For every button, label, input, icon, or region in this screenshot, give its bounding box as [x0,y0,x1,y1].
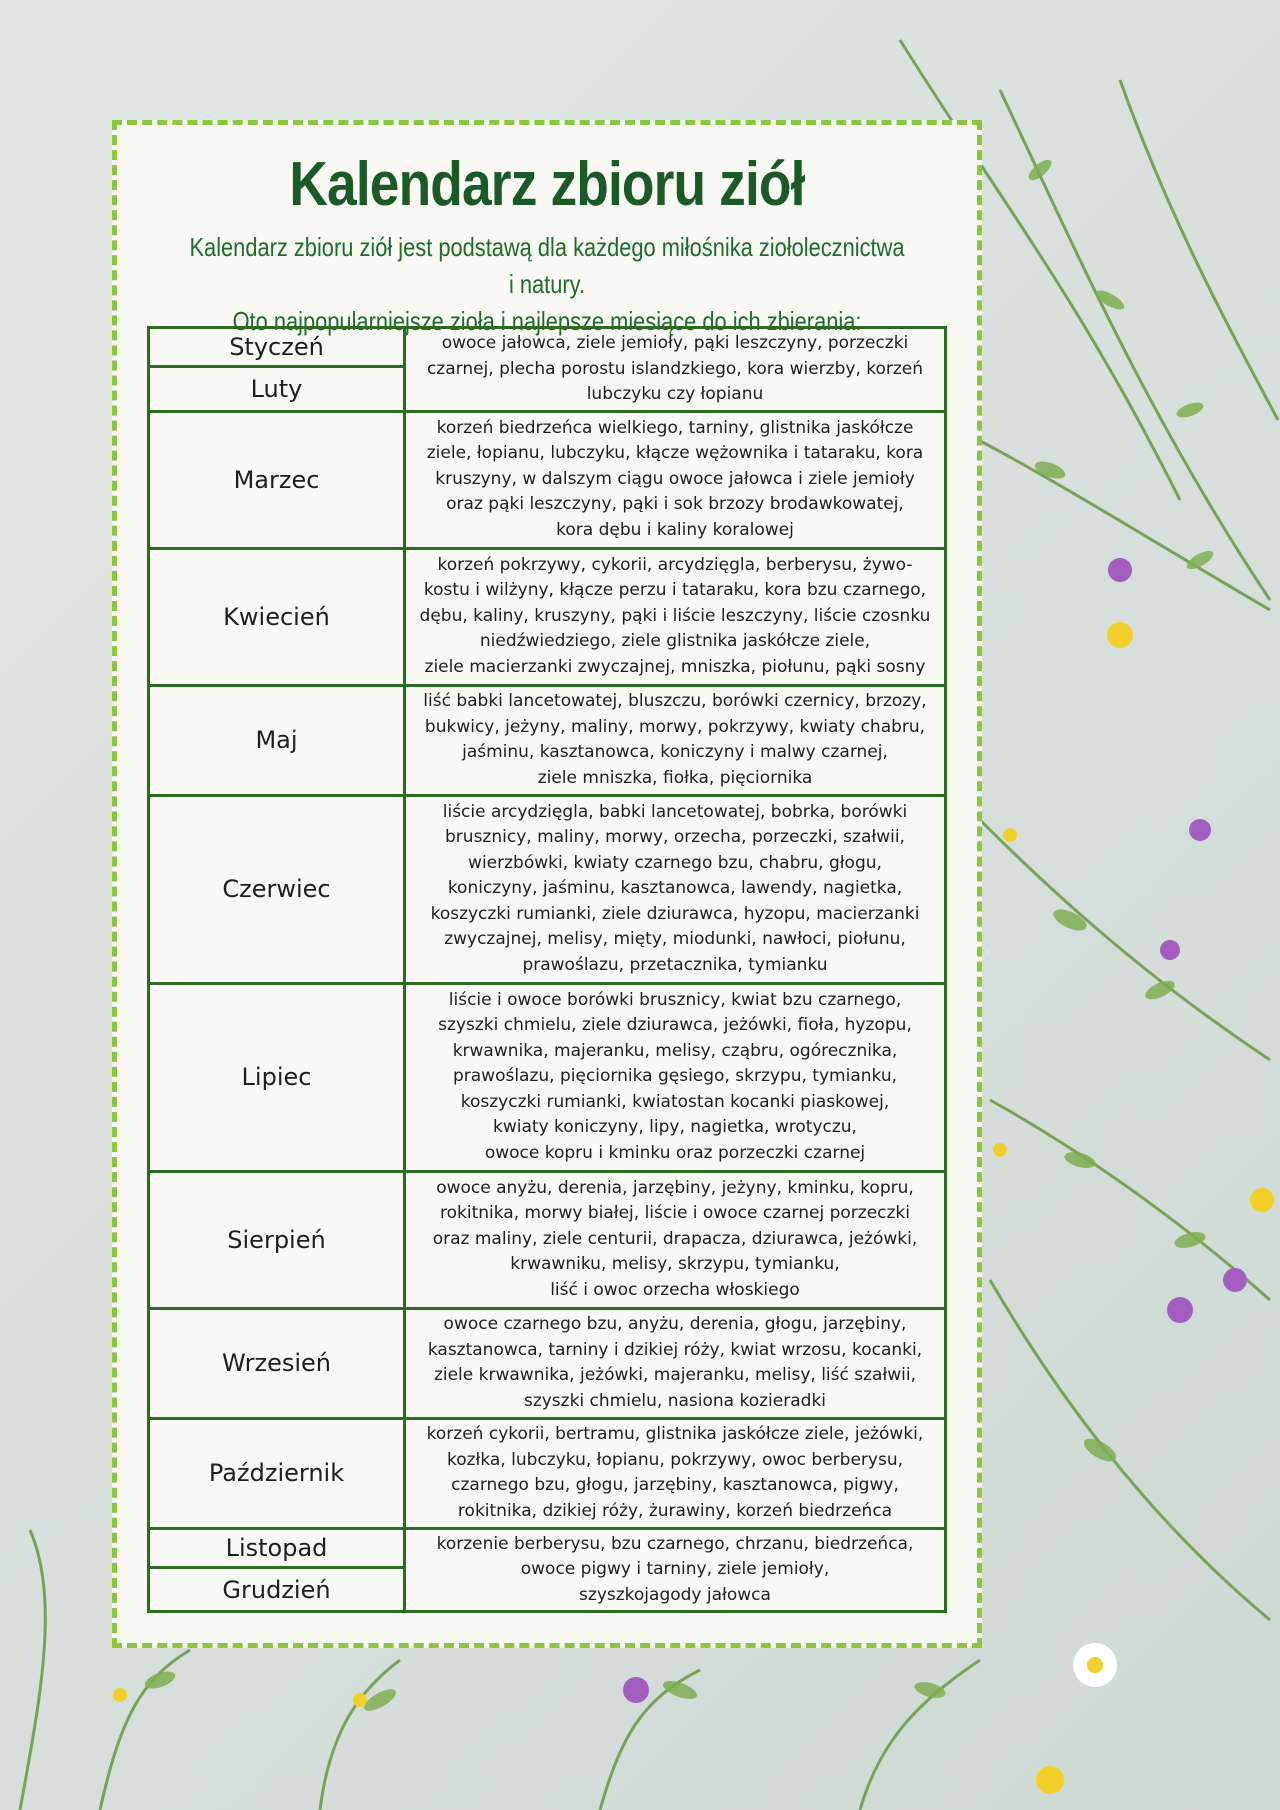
month-cell: Styczeń [149,328,405,367]
month-cell: Wrzesień [149,1308,405,1418]
table-row [149,328,946,367]
herbs-cell [405,328,946,412]
herb-line: kwiaty koniczyny, lipy, nagietka, wrotyczu, [493,1117,857,1138]
herbs-cell [405,1418,946,1528]
herbs-cell [405,983,946,1171]
herb-line: korzenie berberysu, bzu czarnego, chrzanu, biedrzeńca, [436,1533,914,1554]
herb-line: ziele mniszka, fiołka, pięciornika [537,767,813,788]
month-cell: Maj [149,685,405,795]
herb-line: korzeń pokrzywy, cykorii, arcydzięgla, berberysu, żywo- [437,554,913,575]
month-cell: Listopad [149,1528,405,1568]
herb-line: liść babki lancetowatej, bluszczu, borówki czernicy, brzozy, [423,691,927,711]
table-row [149,1308,946,1418]
herb-line: jaśminu, kasztanowca, koniczyny i malwy czarnej, [462,742,888,762]
table-row [149,795,946,983]
herb-line: niedźwiedziego, ziele glistnika jaskółcze ziele, [479,631,871,652]
herb-line: bukwicy, jeżyny, maliny, morwy, pokrzywy, kwiaty chabru, [424,716,926,737]
herb-line: korzeń cykorii, bertramu, glistnika jaskółcze ziele, jeżówki, [426,1424,924,1444]
herbs-cell [405,411,946,548]
herb-line: liście i owoce borówki brusznicy, kwiat bzu czarnego, [448,989,902,1010]
month-cell: Czerwiec [149,795,405,983]
table-row [149,1528,946,1568]
herb-line: brusznicy, maliny, morwy, orzecha, porzeczki, szałwii, [445,827,905,848]
subtitle-line: Oto najpopularniejsze zioła i najlepsze miesiące do ich zbierania: [232,306,862,336]
herb-line: koniczyny, jaśminu, kasztanowca, lawendy, nagietka, [447,878,903,899]
herb-line: liście arcydzięgla, babki lancetowatej, bobrka, borówki [442,801,908,822]
herbs-cell [405,795,946,983]
table-row [149,983,946,1171]
herb-line: owoce pigwy i tarniny, ziele jemioły, [520,1559,830,1579]
table-row [149,411,946,548]
month-cell: Grudzień [149,1568,405,1612]
herb-line: kruszyny, w dalszym ciągu owoce jałowca i ziele jemioły [435,468,915,489]
table-row [149,1171,946,1308]
herb-line: dębu, kaliny, kruszyny, pąki i liście leszczyny, liście czosnku [419,605,931,626]
page-subtitle [186,229,908,340]
table-row [149,1418,946,1528]
month-cell: Lipiec [149,983,405,1171]
herb-calendar-card [112,120,982,1648]
month-cell: Kwiecień [149,548,405,685]
page-title: Kalendarz zbioru ziół [289,150,805,219]
herbs-cell [405,1528,946,1612]
herb-line: ziele macierzanki zwyczajnej, mniszka, piołunu, pąki sosny [424,656,926,677]
herb-line: ziele, łopianu, lubczyku, kłącze wężownika i tataraku, kora [426,443,924,464]
table-row [149,685,946,795]
herb-line: owoce anyżu, derenia, jarzębiny, jeżyny, kminku, kopru, [436,1177,914,1198]
herb-line: ziele krwawnika, jeżówki, majeranku, melisy, liść szałwii, [433,1365,917,1385]
herb-line: wierzbówki, kwiaty czarnego bzu, chabru, głogu, [468,852,882,873]
herbs-cell [405,548,946,685]
herb-line: krwawniku, melisy, skrzypu, tymianku, [510,1254,840,1275]
herb-line: krwawnika, majeranku, melisy, cząbru, ogórecznika, [452,1040,898,1061]
herbs-cell [405,685,946,795]
month-cell: Marzec [149,411,405,548]
herb-line: oraz maliny, ziele centurii, drapacza, dziurawca, jeżówki, [432,1228,918,1249]
month-cell: Sierpień [149,1171,405,1308]
herb-line: korzeń biedrzeńca wielkiego, tarniny, glistnika jaskółcze [436,417,914,438]
herb-line: szyszki chmielu, ziele dziurawca, jeżówki, fioła, hyzopu, [438,1015,912,1036]
herb-line: szyszkojagody jałowca [579,1584,771,1605]
herb-line: owoce kopru i kminku oraz porzeczki czarnej [484,1142,866,1163]
herb-line: koszyczki rumianki, ziele dziurawca, hyzopu, macierzanki [430,903,920,924]
month-cell: Luty [149,367,405,411]
subtitle-line: Kalendarz zbioru ziół jest podstawą dla każdego miłośnika ziołolecznictwa i natury. [189,232,905,299]
herb-line: owoce czarnego bzu, anyżu, derenia, głogu, jarzębiny, [443,1314,907,1334]
table-row [149,548,946,685]
herb-line: kostu i wilżyny, kłącze perzu i tataraku, kora bzu czarnego, [423,580,927,601]
herbs-cell [405,1308,946,1418]
herb-line: oraz pąki leszczyny, pąki i sok brzozy brodawkowatej, [446,494,904,515]
herb-line: kora dębu i kaliny koralowej [556,519,794,540]
herb-line: koszyczki rumianki, kwiatostan kocanki piaskowej, [460,1091,890,1112]
herb-line: czarnej, plecha porostu islandzkiego, kora wierzby, korzeń [426,358,924,379]
herb-line: liść i owoc orzecha włoskiego [550,1279,800,1300]
herb-line: czarnego bzu, głogu, jarzębiny, kasztanowca, pigwy, [451,1475,899,1495]
herb-line: kozłka, lubczyku, łopianu, pokrzywy, owoc berberysu, [446,1449,904,1470]
herb-line: rokitnika, dzikiej róży, żurawiny, korzeń biedrzeńca [457,1500,893,1521]
herbs-cell [405,1171,946,1308]
herb-calendar-table [147,326,947,1613]
herb-line: prawoślazu, przetacznika, tymianku [522,954,828,975]
herb-line: owoce jałowca, ziele jemioły, pąki leszczyny, porzeczki [441,333,909,353]
herb-line: rokitnika, morwy białej, liście i owoce czarnej porzeczki [439,1203,910,1224]
herb-line: kasztanowca, tarniny i dzikiej róży, kwiat wrzosu, kocanki, [427,1339,923,1360]
month-cell: Październik [149,1418,405,1528]
herb-line: zwyczajnej, melisy, mięty, miodunki, nawłoci, piołunu, [444,929,906,950]
herb-line: szyszki chmielu, nasiona kozieradki [523,1390,827,1411]
herb-line: lubczyku czy łopianu [586,384,764,404]
herb-line: prawoślazu, pięciornika gęsiego, skrzypu, tymianku, [452,1066,898,1087]
